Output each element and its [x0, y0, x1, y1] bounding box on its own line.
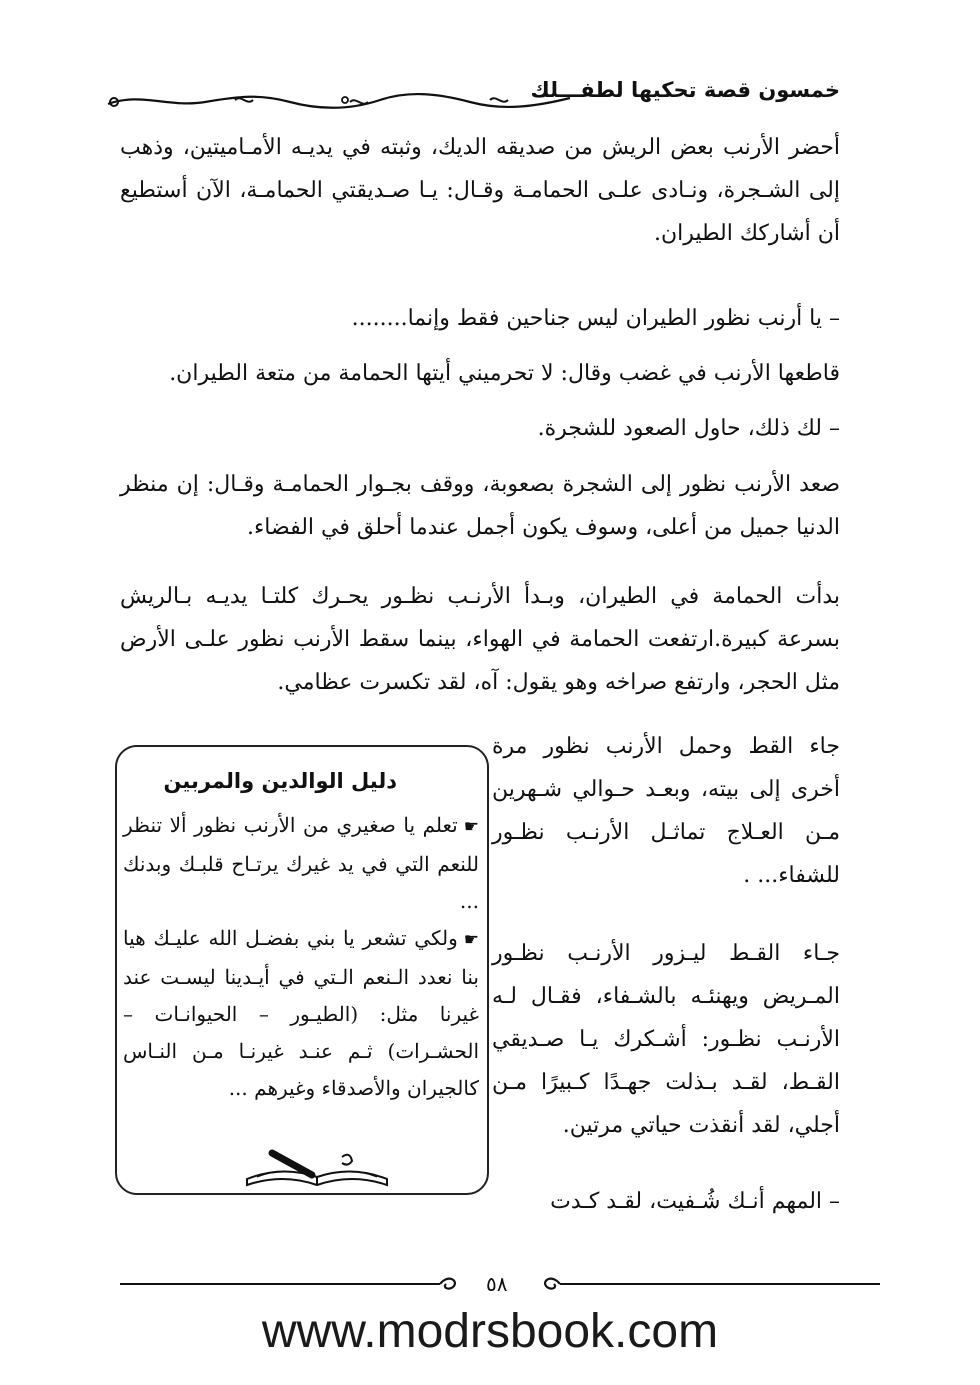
- paragraph-2: – يا أرنب نظور الطيران ليس جناحين فقط وإنما........: [351, 306, 840, 331]
- pointing-hand-icon: ☛: [463, 817, 479, 837]
- header-ornament: [100, 88, 575, 118]
- open-book-icon: [242, 1147, 392, 1189]
- watermark-url: www.modrsbook.com: [261, 1305, 719, 1358]
- guide-item-1: ☛تعلم يا صغيري من الأرنب نظور ألا تنظر للنعم التي في يد غيرك يرتـاح قلبـك وبدنك ...: [123, 813, 479, 913]
- pointing-hand-icon: ☛: [463, 930, 479, 950]
- page-number: ٥٨: [486, 1272, 508, 1296]
- paragraph-6: بدأت الحمامة في الطيران، وبـدأ الأرنـب نظـور يحـرك كلتـا يديـه بـالريش بسرعة كبيرة.ارتفعت الحمامة في الهواء، بينما سقط الأرنب نظور علـى الأرض مثل الحجر، وارتفع صراخه وهو يقول: آه، لقد تكسرت عظامي.: [120, 584, 840, 695]
- paragraph-7: جاء القط وحمل الأرنب نظور مرة أخرى إلى بيته، وبعـد حـوالي شـهرين مـن العـلاج تماثـل الأرنـب نظـور للشفاء... .: [492, 734, 840, 888]
- paragraph-1: أحضر الأرنب بعض الريش من صديقه الديك، وثبته في يديـه الأمـاميتين، وذهب إلى الشـجرة، ونـادى علـى الحمامـة وقـال: يـا صـديقتي الحمامـة، الآن أستطيع أن أشاركك الطيران.: [120, 135, 840, 246]
- guide-item-2: ☛ولكي تشعر يا بني بفضـل الله عليـك هيا بنا نعدد الـنعم الـتي في أيـدينا ليسـت عند غيرنا مثل: (الطيـور – الحيوانـات – الحشـرات) ثـم عنـد غيرنـا مـن النـاس كالجيران والأصدقاء وغيرهم ...: [123, 926, 479, 1100]
- running-header-title: خمسون قصة تحكيها لطفـــلك: [530, 78, 840, 102]
- paragraph-8: جـاء القـط ليـزور الأرنـب نظـور المـريض ويهنئـه بالشـفاء، فقـال لـه الأرنـب نظـور: أشـكرك يـا صـديقي القـط، لقـد بـذلت جهـدًا كـبيرًا مـن أجلي، لقد أنقذت حياتي مرتين.: [492, 941, 840, 1138]
- paragraph-9: – المهم أنـك شُـفيت، لقـد كـدت: [550, 1189, 840, 1214]
- paragraph-4: – لك ذلك، حاول الصعود للشجرة.: [537, 416, 840, 441]
- paragraph-5: صعد الأرنب نظور إلى الشجرة بصعوبة، ووقف بجـوار الحمامـة وقـال: إن منظر الدنيا جميل من أعلى، وسوف يكون أجمل عندما أحلق في الفضاء.: [120, 472, 840, 540]
- guide-box-text: [123, 807, 479, 1107]
- parents-guide-box: [115, 745, 489, 1195]
- guide-box-title: دليل الوالدين والمربين: [163, 769, 397, 793]
- paragraph-3: قاطعها الأرنب في غضب وقال: لا تحرميني أيتها الحمامة من متعة الطيران.: [169, 361, 840, 386]
